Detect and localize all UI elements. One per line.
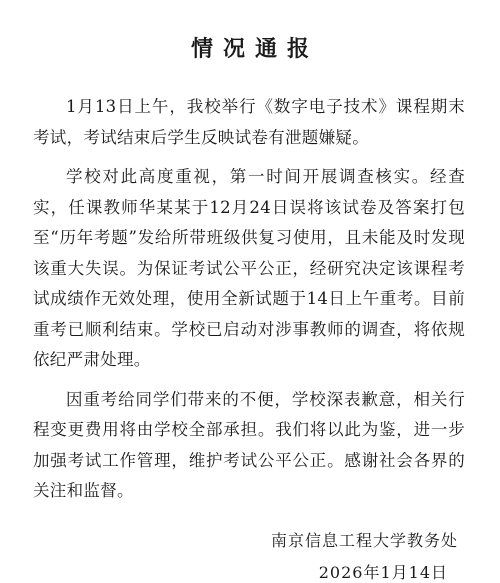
paragraph-apology: 因重考给同学们带来的不便，学校深表歉意，相关行程变更费用将由学校全部承担。我们将以此为鉴，进一步加强考试工作管理，维护考试公平公正。感谢社会各界的关注和监督。 [33, 389, 465, 500]
notice-body [33, 92, 465, 516]
notice-title: 情况通报 [190, 37, 319, 62]
paragraph-investigation: 学校对此高度重视，第一时间开展调查核实。经查实，任课教师华某某于12月24日误将该试卷及答案打包至“历年考题”发给所带班级供复习使用，且未能及时发现该重大失误。为保证考试公平公正，经研究决定该课程考试成绩作无效处理，使用全新试题于14日上午重考。目前重考已顺利结束。学校已启动对涉事教师的调查，将依规依纪严肃处理。 [33, 167, 465, 369]
issue-date: 2026年1月14日 [318, 563, 448, 582]
paragraph-incident: 1月13日上午，我校举行《数字电子技术》课程期末考试，考试结束后学生反映试卷有泄题嫌疑。 [33, 97, 465, 147]
issuer-signature: 南京信息工程大学教务处 [270, 531, 458, 550]
